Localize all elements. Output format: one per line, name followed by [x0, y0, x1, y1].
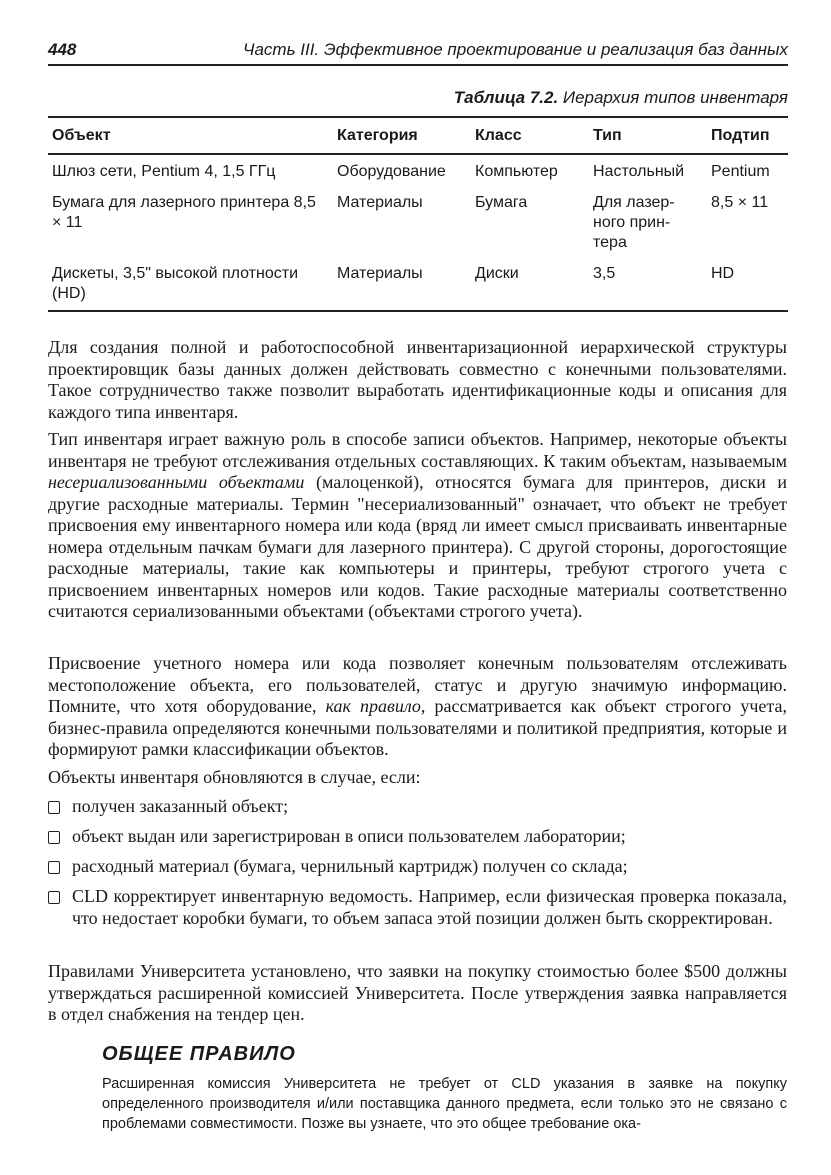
table-row — [48, 257, 788, 311]
table-cell: Настольный — [593, 163, 685, 180]
checkbox-bullet-icon — [48, 801, 60, 814]
table-cell: Шлюз сети, Pentium 4, 1,5 ГГц — [52, 163, 276, 180]
table-caption-text: Иерархия типов инвентаря — [562, 88, 788, 107]
table-cell: Бумага — [475, 194, 528, 211]
checkbox-bullet-icon — [48, 891, 60, 904]
column-header: Категория — [333, 117, 471, 154]
bullet-text: получен заказанный объект; — [72, 796, 289, 816]
paragraph-1: Для создания полной и работоспособной инвентаризационной иерархической структуры проектировщик базы данных должен действовать совместно с конечными пользователями. Такое сотрудничество также позволит выработать идентификационные коды и описания для каждого типа инвентаря. — [48, 337, 787, 422]
table-cell: Дискеты, 3,5" высокой плотности (HD) — [48, 257, 333, 311]
emphasis-term: как правило — [325, 696, 421, 716]
table-cell: Материалы — [333, 257, 471, 311]
page-number: 448 — [48, 40, 77, 59]
bullet-item — [48, 856, 787, 878]
paragraph-3-text-b: , рассматривается как объект строгого учета, бизнес-правила определяются конечными пользователями и политикой предприятия, которые и формируют рамки классификации объектов. — [48, 696, 787, 759]
rule-heading: ОБЩЕЕ ПРАВИЛО — [102, 1043, 296, 1065]
inventory-hierarchy-table — [48, 116, 788, 312]
paragraph-5: Правилами Университета установлено, что заявки на покупку стоимостью более $500 должны утверждаться расширенной комиссией Университета. После утверждения заявка направляется в отдел снабжения на тендер цен. — [48, 961, 787, 1024]
table-cell: Диски — [471, 257, 589, 311]
table-cell: Компьютер — [475, 163, 558, 180]
paragraph-2-text-b: (малоценкой), относятся бумага для принтеров, диски и другие расходные материалы. Термин "несериализованный" означает, что объект не требует присвоения ему инвентарного номера или кода (вряд ли имеет смысл присваивать инвентарные номера отдельным пачкам бумаги для лазерного принтера). С другой стороны, дорогостоящие расходные материалы, такие как компьютеры и принтеры, требуют строгого учета с присвоением инвентарных номеров или кодов. Такие расходные материалы соответственно считаются сериализованными объектами (объектами строгого учета). — [48, 472, 788, 621]
checkbox-bullet-icon — [48, 861, 60, 874]
table-cell: HD — [707, 257, 788, 311]
part-title: Часть III. Эффективное проектирование и реализация баз данных — [243, 40, 788, 59]
table-caption-label: Таблица 7.2. — [453, 88, 559, 107]
bullet-item — [48, 826, 787, 848]
table-cell: 3,5 — [589, 257, 707, 311]
rule-text: Расширенная комиссия Университета не требует от CLD указания в заявке на покупку определенного производителя и/или поставщика данного предмета, если только это не связано с проблемами совместимости. Позже вы узнаете, что это общее требование ока- — [102, 1076, 787, 1132]
table-cell: 8,5 × 11 — [711, 194, 769, 211]
table-cell: Pentium — [711, 163, 770, 180]
paragraph-2-text-a: Тип инвентаря играет важную роль в способе записи объектов. Например, некоторые объекты инвентаря не требуют отслеживания отдельных составляющих. К таким объектам, называемым — [48, 429, 787, 471]
column-header: Объект — [48, 117, 333, 154]
paragraph-3-text-a: Присвоение учетного номера или кода позволяет конечным пользователям отслеживать местоположение объекта, его пользователей, статус и другую значимую информацию. Помните, что хотя оборудование, — [48, 653, 787, 716]
column-header: Тип — [589, 117, 707, 154]
paragraph-4: Объекты инвентаря обновляются в случае, если: — [48, 767, 421, 787]
bullet-item — [48, 886, 787, 929]
table-caption — [454, 88, 788, 108]
bullet-text: CLD корректирует инвентарную ведомость. Например, если физическая проверка показала, что недостает коробки бумаги, то объем запаса этой позиции должен быть скорректирован. — [72, 886, 787, 928]
table-cell: Оборудование — [337, 163, 446, 180]
bullet-text: расходный материал (бумага, чернильный картридж) получен со склада; — [72, 856, 628, 876]
column-header: Класс — [471, 117, 589, 154]
emphasis-term: несериализованными объектами — [48, 472, 305, 492]
table-header-row — [48, 117, 788, 154]
checkbox-bullet-icon — [48, 831, 60, 844]
table-row — [48, 154, 788, 186]
bullet-item — [48, 796, 787, 818]
table-cell: Материалы — [337, 194, 423, 211]
paragraph-3 — [48, 653, 787, 761]
paragraph-2 — [48, 429, 787, 623]
bullet-text: объект выдан или зарегистрирован в описи пользователем лаборатории; — [72, 826, 626, 846]
table-cell: Бумага для лазерного принтера 8,5 × 11 — [52, 194, 316, 231]
table-cell: Для лазер-ного прин-тера — [593, 194, 675, 251]
column-header: Подтип — [707, 117, 788, 154]
table-row — [48, 186, 788, 257]
running-header — [48, 40, 788, 66]
